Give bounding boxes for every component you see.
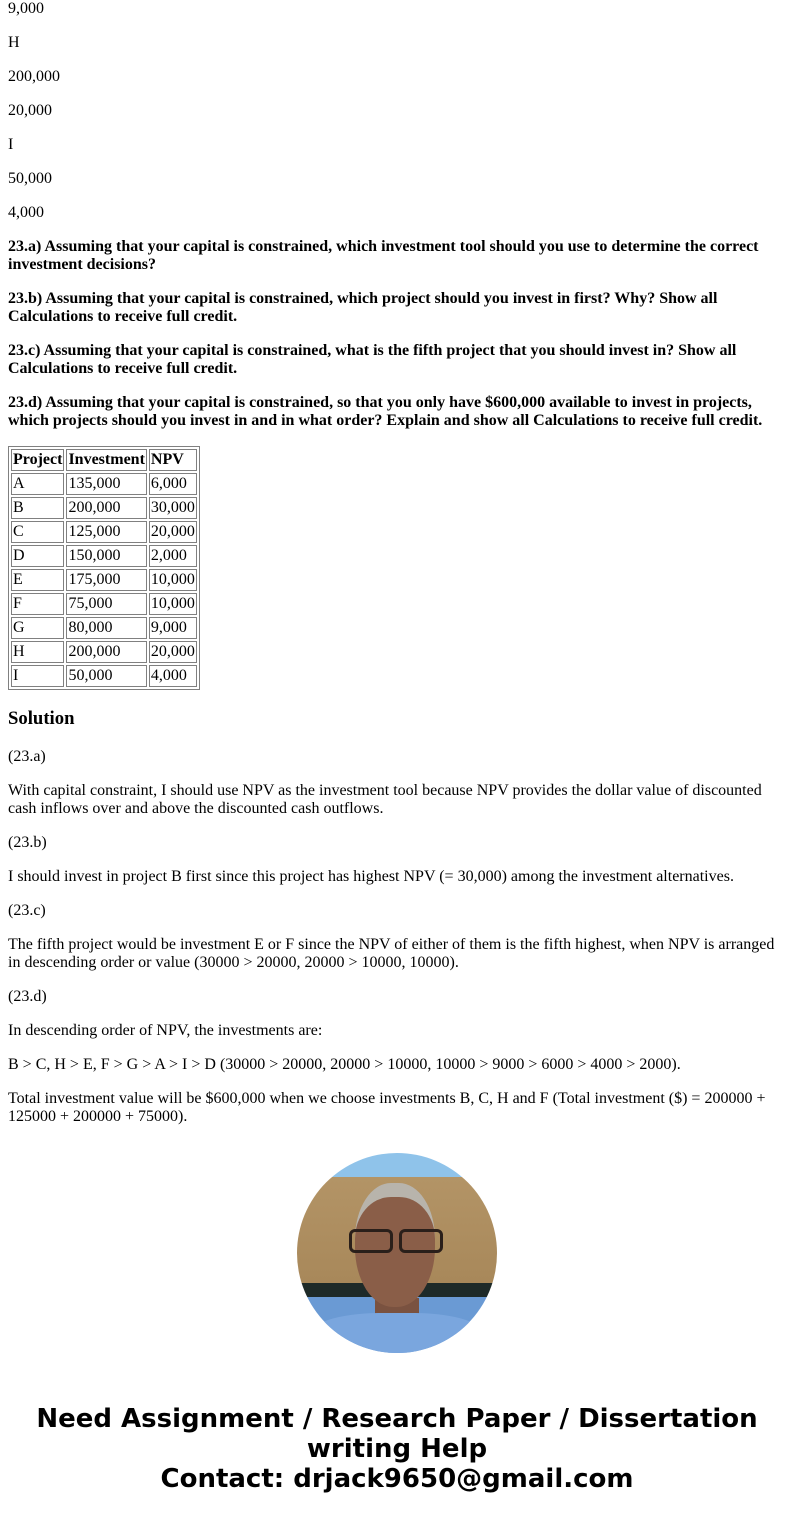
question-text: 23.a) Assuming that your capital is constrained, which investment tool should you use to determine the correct investment decisions? bbox=[8, 238, 759, 273]
text-line: 50,000 bbox=[8, 170, 52, 187]
top-lines bbox=[8, 0, 786, 222]
author-photo bbox=[297, 1153, 497, 1353]
solution-body bbox=[8, 748, 786, 1126]
solution-paragraph: With capital constraint, I should use NPV as the investment tool because NPV provides the dollar value of discounted cash inflows over and above the discounted cash outflows. bbox=[8, 782, 762, 817]
footer-contact: Contact: drjack9650@gmail.com bbox=[160, 1464, 634, 1494]
text-line: 9,000 bbox=[8, 0, 44, 17]
solution-heading: Solution bbox=[8, 708, 75, 729]
header-cell: Project bbox=[11, 449, 64, 471]
question-text: 23.b) Assuming that your capital is constrained, which project should you invest in first? Why? Show all Calculations to receive full credit. bbox=[8, 290, 718, 325]
table-row bbox=[11, 617, 197, 639]
question-b bbox=[8, 290, 786, 326]
solution-paragraph: Total investment value will be $600,000 when we choose investments B, C, H and F (Total investment ($) = 200000 + 125000 + 200000 + 75000). bbox=[8, 1090, 766, 1125]
header-cell: NPV bbox=[149, 449, 197, 471]
question-text: 23.d) Assuming that your capital is constrained, so that you only have $600,000 available to invest in projects, which projects should you invest in and in what order? Explain and show all Calculations to receive full credit. bbox=[8, 394, 763, 429]
solution-paragraph: (23.c) bbox=[8, 902, 46, 919]
text-line: 4,000 bbox=[8, 204, 44, 221]
solution-paragraph: B > C, H > E, F > G > A > I > D (30000 > 20000, 20000 > 10000, 10000 > 9000 > 6000 > 4000 > 2000). bbox=[8, 1056, 681, 1073]
table-cell: A bbox=[11, 473, 64, 495]
contact-footer bbox=[0, 1404, 794, 1494]
table-cell: 175,000 bbox=[66, 569, 146, 591]
solution-paragraph: (23.d) bbox=[8, 988, 47, 1005]
table-cell: 135,000 bbox=[66, 473, 146, 495]
table-cell: B bbox=[11, 497, 64, 519]
text-line: 200,000 bbox=[8, 68, 60, 85]
text-line: 20,000 bbox=[8, 102, 52, 119]
table-cell: 4,000 bbox=[149, 665, 197, 687]
solution-paragraph: The fifth project would be investment E or F since the NPV of either of them is the fifth highest, when NPV is arranged in descending order or value (30000 > 20000, 20000 > 10000, 10000). bbox=[8, 936, 775, 971]
table-cell: 80,000 bbox=[66, 617, 146, 639]
table-cell: 30,000 bbox=[149, 497, 197, 519]
table-cell: 20,000 bbox=[149, 521, 197, 543]
table-cell: H bbox=[11, 641, 64, 663]
table-cell: G bbox=[11, 617, 64, 639]
table-cell: F bbox=[11, 593, 64, 615]
table-cell: 125,000 bbox=[66, 521, 146, 543]
projects-table bbox=[8, 446, 200, 690]
header-cell: Investment bbox=[66, 449, 146, 471]
table-cell: 150,000 bbox=[66, 545, 146, 567]
question-text: 23.c) Assuming that your capital is constrained, what is the fifth project that you should invest in? Show all Calculations to receive full credit. bbox=[8, 342, 737, 377]
table-row bbox=[11, 473, 197, 495]
table-row bbox=[11, 497, 197, 519]
table-row bbox=[11, 569, 197, 591]
table-cell: 20,000 bbox=[149, 641, 197, 663]
table-cell: 200,000 bbox=[66, 641, 146, 663]
table-cell: 200,000 bbox=[66, 497, 146, 519]
solution-paragraph: (23.b) bbox=[8, 834, 47, 851]
table-cell: 75,000 bbox=[66, 593, 146, 615]
table-cell: I bbox=[11, 665, 64, 687]
table-cell: D bbox=[11, 545, 64, 567]
footer-line: Need Assignment / Research Paper / Dissertation writing Help bbox=[36, 1404, 758, 1464]
question-a bbox=[8, 238, 786, 274]
table-cell: E bbox=[11, 569, 64, 591]
text-line: I bbox=[8, 136, 14, 153]
question-d bbox=[8, 394, 786, 430]
table-cell: 10,000 bbox=[149, 593, 197, 615]
table-cell: 50,000 bbox=[66, 665, 146, 687]
solution-paragraph: (23.a) bbox=[8, 748, 46, 765]
text-line: H bbox=[8, 34, 20, 51]
table-cell: 6,000 bbox=[149, 473, 197, 495]
table-cell: C bbox=[11, 521, 64, 543]
table-row bbox=[11, 641, 197, 663]
table-row bbox=[11, 593, 197, 615]
table-cell: 2,000 bbox=[149, 545, 197, 567]
question-c bbox=[8, 342, 786, 378]
table-cell: 9,000 bbox=[149, 617, 197, 639]
solution-paragraph: In descending order of NPV, the investments are: bbox=[8, 1022, 323, 1039]
table-row bbox=[11, 545, 197, 567]
table-row bbox=[11, 665, 197, 687]
table-row bbox=[11, 521, 197, 543]
solution-paragraph: I should invest in project B first since this project has highest NPV (= 30,000) among the investment alternatives. bbox=[8, 868, 734, 885]
table-header-row bbox=[11, 449, 197, 471]
table-cell: 10,000 bbox=[149, 569, 197, 591]
